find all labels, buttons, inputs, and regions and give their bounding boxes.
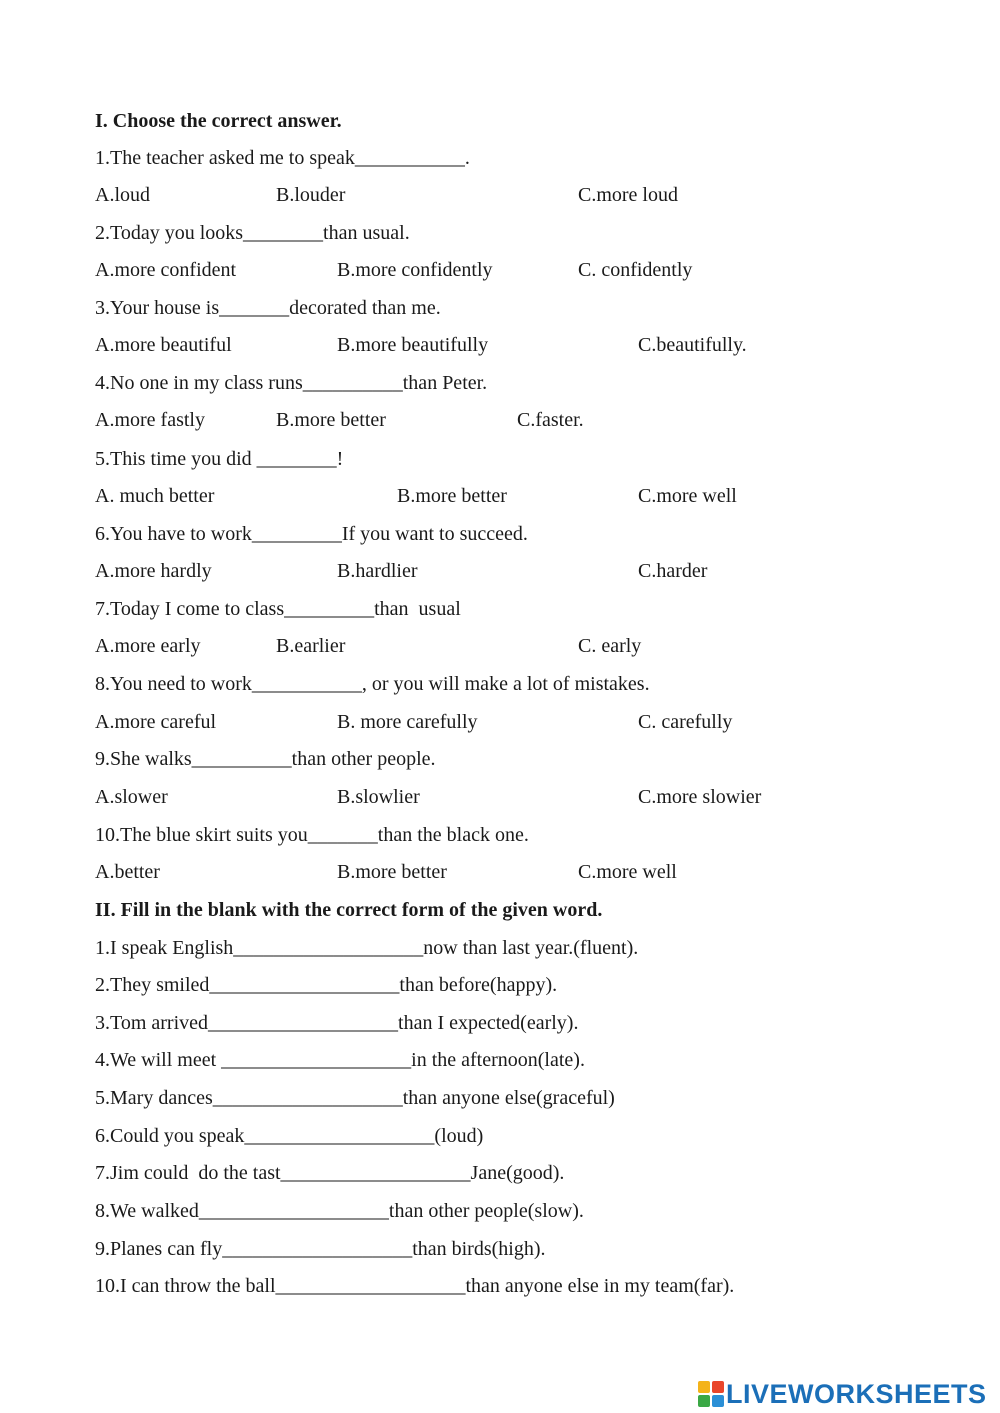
question-5: 5.This time you did ________!	[95, 448, 344, 470]
option-8a[interactable]: A.more careful	[95, 711, 217, 733]
option-4b[interactable]: B.more better	[276, 409, 386, 431]
option-6c[interactable]: C.harder	[638, 560, 708, 582]
option-7a[interactable]: A.more early	[95, 635, 201, 657]
question-3: 3.Your house is_______decorated than me.	[95, 297, 441, 319]
option-5c[interactable]: C.more well	[638, 485, 737, 507]
liveworksheets-logo-text: LIVEWORKSHEETS	[726, 1378, 987, 1409]
question-6: 6.You have to work_________If you want to succeed.	[95, 523, 528, 545]
option-10c[interactable]: C.more well	[578, 861, 677, 883]
option-10a[interactable]: A.better	[95, 861, 160, 883]
option-2b[interactable]: B.more confidently	[337, 259, 493, 281]
option-6a[interactable]: A.more hardly	[95, 560, 212, 582]
option-3c[interactable]: C.beautifully.	[638, 334, 747, 356]
fill-item-4[interactable]: 4.We will meet ___________________in the afternoon(late).	[95, 1049, 585, 1071]
fill-item-6[interactable]: 6.Could you speak___________________(loud)	[95, 1125, 484, 1147]
fill-item-10[interactable]: 10.I can throw the ball___________________than anyone else in my team(far).	[95, 1275, 735, 1297]
option-5a[interactable]: A. much better	[95, 485, 215, 507]
fill-item-5[interactable]: 5.Mary dances___________________than anyone else(graceful)	[95, 1087, 615, 1109]
fill-item-7[interactable]: 7.Jim could do the tast___________________Jane(good).	[95, 1162, 565, 1184]
question-4: 4.No one in my class runs__________than Peter.	[95, 372, 488, 394]
fill-item-3[interactable]: 3.Tom arrived___________________than I expected(early).	[95, 1012, 579, 1034]
option-9c[interactable]: C.more slowier	[638, 786, 762, 808]
question-2: 2.Today you looks________than usual.	[95, 222, 410, 244]
option-8b[interactable]: B. more carefully	[337, 711, 478, 733]
option-7c[interactable]: C. early	[578, 635, 642, 657]
option-7b[interactable]: B.earlier	[276, 635, 346, 657]
option-10b[interactable]: B.more better	[337, 861, 447, 883]
option-9b[interactable]: B.slowlier	[337, 786, 420, 808]
option-1b[interactable]: B.louder	[276, 184, 346, 206]
fill-item-2[interactable]: 2.They smiled___________________than before(happy).	[95, 974, 558, 996]
question-1: 1.The teacher asked me to speak___________.	[95, 147, 470, 169]
option-1a[interactable]: A.loud	[95, 184, 150, 206]
option-9a[interactable]: A.slower	[95, 786, 168, 808]
section-1-heading: I. Choose the correct answer.	[95, 110, 342, 132]
option-4a[interactable]: A.more fastly	[95, 409, 205, 431]
section-2-heading: II. Fill in the blank with the correct form of the given word.	[95, 899, 603, 921]
question-10: 10.The blue skirt suits you_______than the black one.	[95, 824, 529, 846]
option-8c[interactable]: C. carefully	[638, 711, 733, 733]
option-2a[interactable]: A.more confident	[95, 259, 237, 281]
question-7: 7.Today I come to class_________than usual	[95, 598, 461, 620]
fill-item-1[interactable]: 1.I speak English___________________now than last year.(fluent).	[95, 937, 639, 959]
option-5b[interactable]: B.more better	[397, 485, 507, 507]
fill-item-8[interactable]: 8.We walked___________________than other people(slow).	[95, 1200, 584, 1222]
option-2c[interactable]: C. confidently	[578, 259, 693, 281]
option-1c[interactable]: C.more loud	[578, 184, 678, 206]
liveworksheets-logo	[698, 1378, 987, 1410]
question-9: 9.She walks__________than other people.	[95, 748, 436, 770]
liveworksheets-logo-icon	[698, 1381, 724, 1407]
option-6b[interactable]: B.hardlier	[337, 560, 418, 582]
option-3a[interactable]: A.more beautiful	[95, 334, 232, 356]
option-3b[interactable]: B.more beautifully	[337, 334, 489, 356]
question-8: 8.You need to work___________, or you will make a lot of mistakes.	[95, 673, 650, 695]
option-4c[interactable]: C.faster.	[517, 409, 584, 431]
fill-item-9[interactable]: 9.Planes can fly___________________than birds(high).	[95, 1238, 546, 1260]
